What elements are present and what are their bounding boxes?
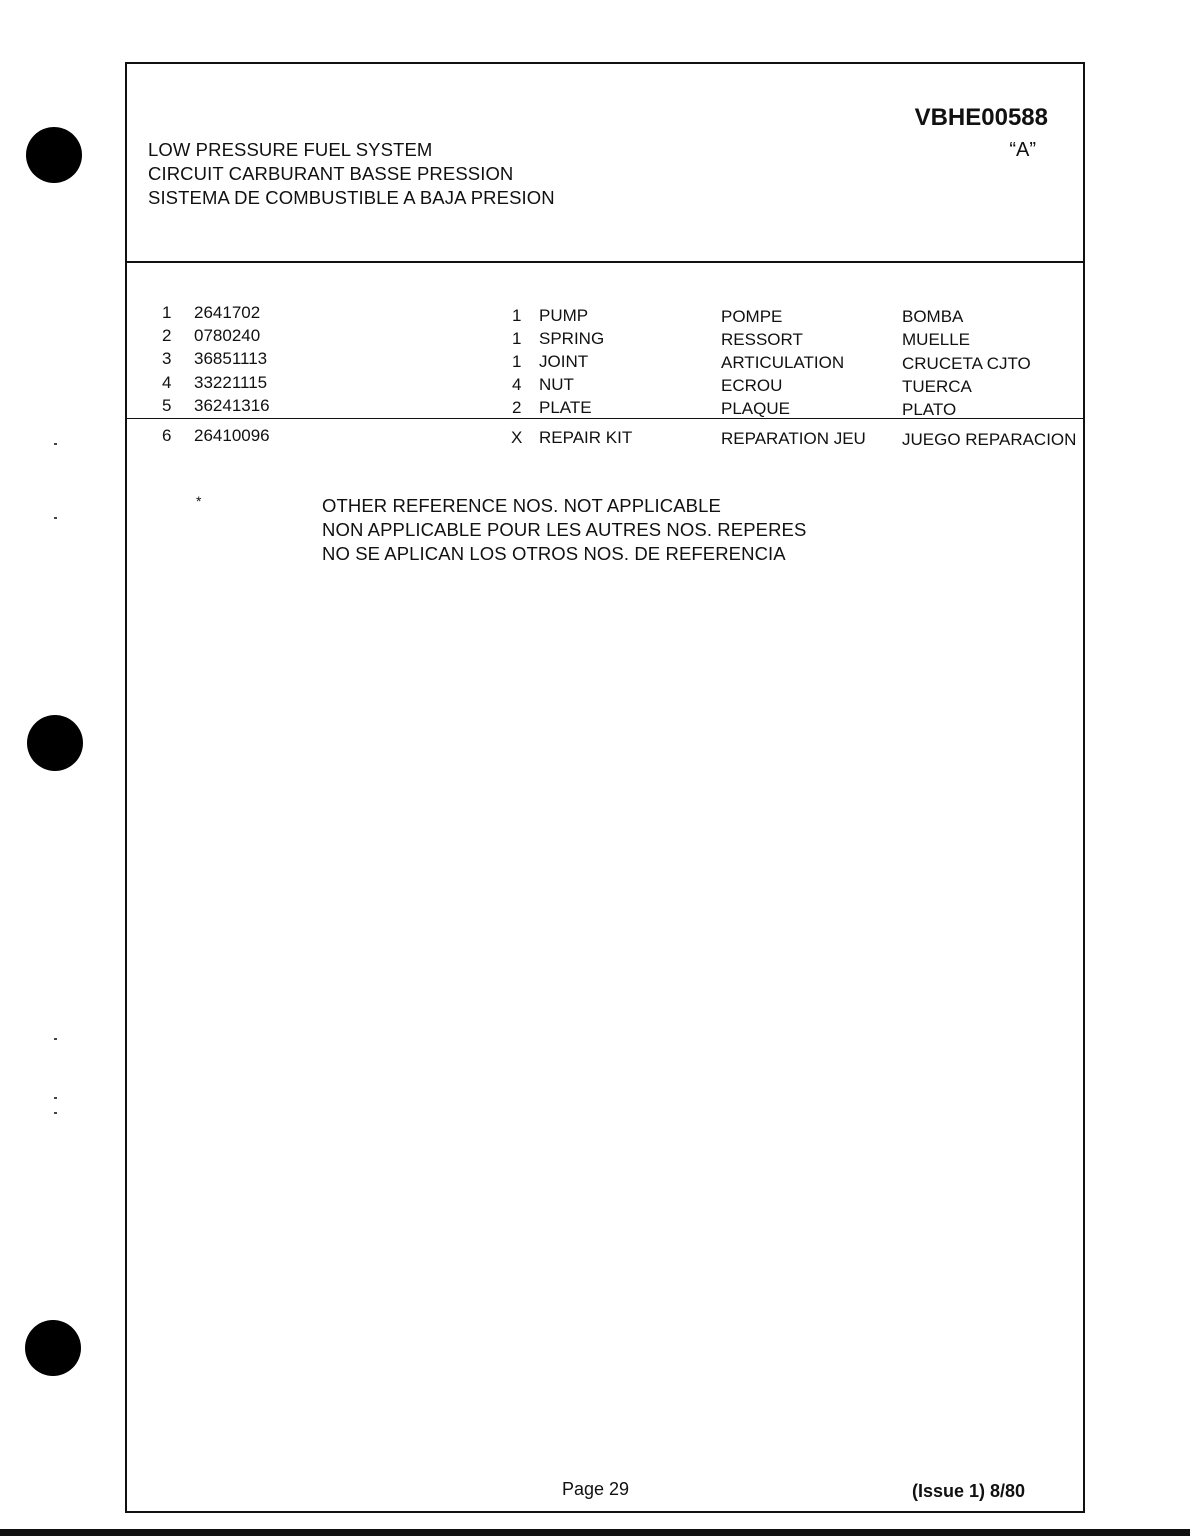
- variant-label: “A”: [1009, 139, 1036, 161]
- ref-number: 4: [162, 373, 172, 392]
- part-number: 36241316: [194, 396, 270, 415]
- scan-speck: [54, 517, 57, 519]
- description-fr: RESSORT: [721, 330, 803, 349]
- punch-hole-middle: [27, 715, 83, 771]
- scan-speck: [54, 1097, 57, 1099]
- part-number: 2641702: [194, 303, 261, 322]
- description-fr: ARTICULATION: [721, 353, 845, 372]
- system-title-fr: CIRCUIT CARBURANT BASSE PRESSION: [148, 163, 514, 184]
- footnote-line-en: OTHER REFERENCE NOS. NOT APPLICABLE: [322, 495, 721, 516]
- part-number: 0780240: [194, 326, 261, 345]
- ref-number: 3: [162, 349, 172, 368]
- header-divider: [125, 261, 1085, 263]
- punch-hole-top: [26, 127, 82, 183]
- scan-speck: [54, 443, 57, 445]
- description-es: MUELLE: [902, 330, 971, 349]
- ref-number: 2: [162, 326, 172, 345]
- description-fr: ECROU: [721, 376, 783, 395]
- description-es: CRUCETA CJTO: [902, 354, 1031, 373]
- description-en: PUMP: [539, 306, 589, 325]
- description-en: NUT: [539, 375, 574, 394]
- footnote-marker: *: [196, 493, 202, 509]
- system-title-en: LOW PRESSURE FUEL SYSTEM: [148, 139, 433, 160]
- scan-speck: [54, 1112, 57, 1114]
- part-number: 33221115: [194, 373, 268, 392]
- page-frame: [125, 62, 1085, 1513]
- description-en: JOINT: [539, 352, 589, 371]
- description-en: PLATE: [539, 398, 592, 417]
- issue-date: (Issue 1) 8/80: [912, 1481, 1026, 1501]
- footnote-line-es: NO SE APLICAN LOS OTROS NOS. DE REFERENCIA: [322, 543, 786, 564]
- bottom-edge-bar: [0, 1529, 1190, 1536]
- ref-number: 6: [162, 426, 172, 445]
- ref-number: 1: [162, 303, 172, 322]
- description-es: JUEGO REPARACION: [902, 430, 1077, 449]
- quantity: 1: [512, 306, 522, 325]
- ref-number: 5: [162, 396, 172, 415]
- punch-hole-bottom: [25, 1320, 81, 1376]
- system-title-es: SISTEMA DE COMBUSTIBLE A BAJA PRESION: [148, 187, 555, 208]
- quantity: X: [511, 428, 523, 447]
- quantity: 4: [512, 375, 522, 394]
- part-number: 36851113: [194, 349, 268, 368]
- description-en: SPRING: [539, 329, 605, 348]
- page-number: Page 29: [562, 1479, 630, 1499]
- description-es: BOMBA: [902, 307, 964, 326]
- quantity: 1: [512, 352, 522, 371]
- part-number: 26410096: [194, 426, 270, 445]
- description-es: PLATO: [902, 400, 957, 419]
- quantity: 1: [512, 329, 522, 348]
- footnote-line-fr: NON APPLICABLE POUR LES AUTRES NOS. REPERES: [322, 519, 807, 540]
- description-en: REPAIR KIT: [539, 428, 633, 447]
- quantity: 2: [512, 398, 522, 417]
- description-fr: POMPE: [721, 307, 783, 326]
- document-number: VBHE00588: [914, 104, 1048, 131]
- description-fr: REPARATION JEU: [721, 429, 866, 448]
- description-fr: PLAQUE: [721, 399, 790, 418]
- scan-speck: [54, 1038, 57, 1040]
- description-es: TUERCA: [902, 377, 972, 396]
